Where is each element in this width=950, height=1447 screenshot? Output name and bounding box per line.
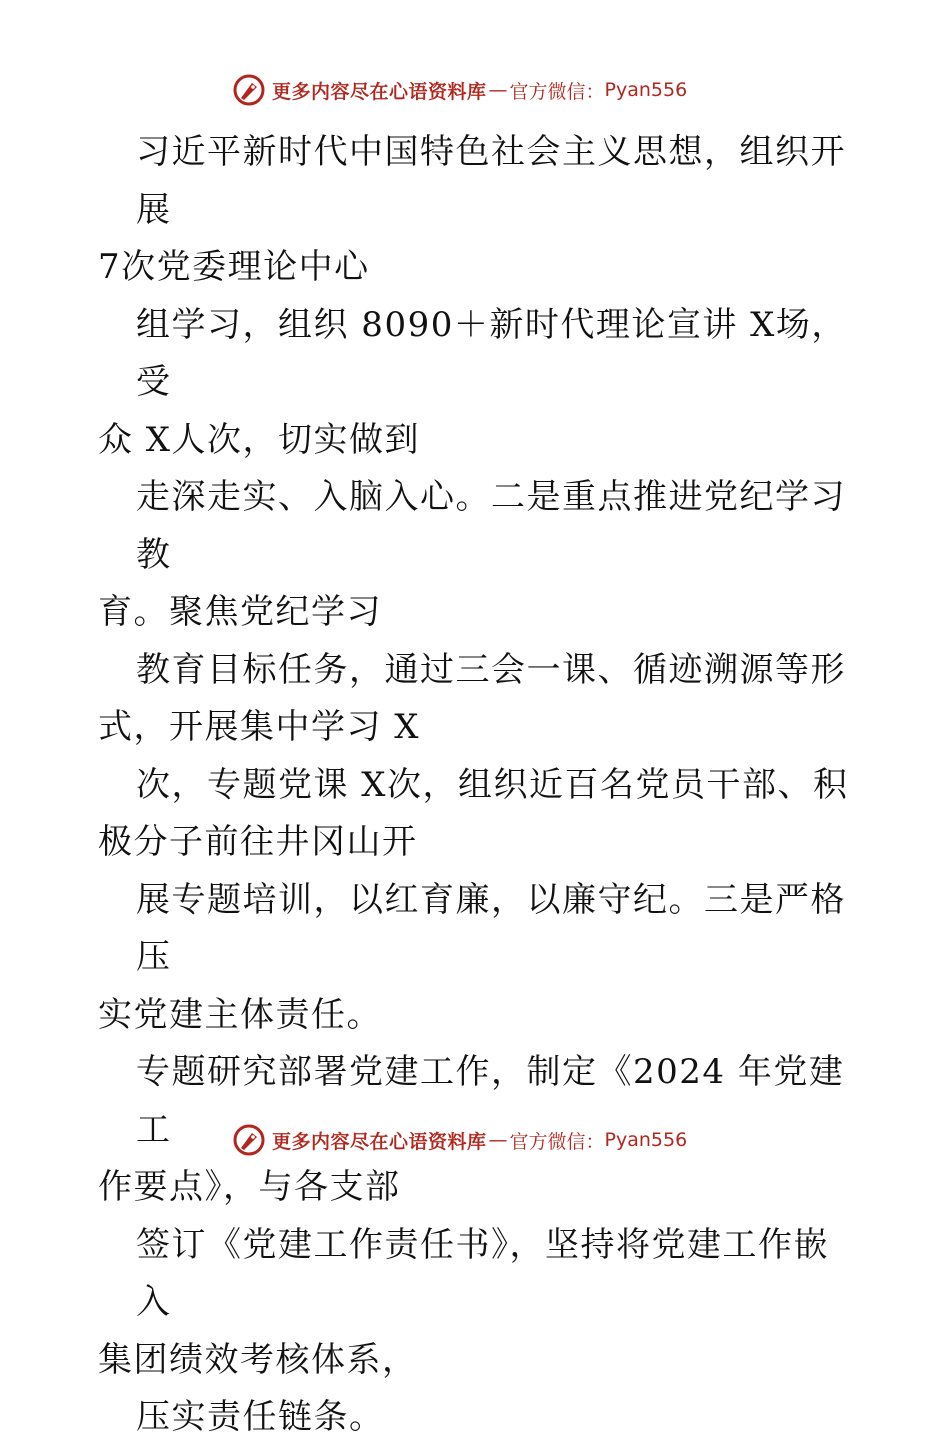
pen-nib-circle-icon (232, 1123, 266, 1157)
paragraph (98, 297, 858, 470)
paragraph (98, 642, 858, 757)
paragraph-continuation: 极分子前往井冈山开 (98, 822, 418, 862)
paragraph-continuation: 7次党委理论中心 (98, 247, 370, 287)
paragraph-first-line: 教育目标任务，通过三会一课、循迹溯源等形 (136, 649, 846, 690)
watermark-label: 官方微信： (509, 80, 605, 103)
paragraph (98, 469, 858, 642)
watermark-wechat-id: Pyan556 (604, 79, 688, 101)
paragraph-first-line: 专题研究部署党建工作，制定《2024 年党建工 (136, 1052, 845, 1150)
paragraph-continuation: 集团绩效考核体系， (98, 1339, 418, 1380)
paragraph-first-line: 走深走实、入脑入心。二是重点推进党纪学习教 (136, 477, 846, 575)
paragraph (98, 757, 858, 872)
paragraph-continuation: 作要点》，与各支部 (98, 1167, 401, 1207)
document-body (98, 124, 858, 1447)
paragraph (98, 872, 858, 1045)
paragraph-continuation: 实党建主体责任。 (98, 994, 382, 1035)
watermark-brand: 更多内容尽在心语资料库 (272, 80, 487, 103)
watermark-footer (232, 1122, 687, 1158)
paragraph-first-line: 习近平新时代中国特色社会主义思想，组织开展 (136, 132, 846, 230)
paragraph (98, 124, 858, 297)
watermark-wechat-id: Pyan556 (604, 1129, 688, 1151)
paragraph (98, 1217, 858, 1390)
paragraph-first-line: 次，专题党课 X次，组织近百名党员干部、积 (136, 764, 849, 805)
watermark-dash: — (488, 79, 508, 101)
paragraph-first-line: 展专题培训，以红育廉，以廉守纪。三是严格压 (136, 879, 846, 977)
paragraph-first-line: 组学习，组织 8090＋新时代理论宣讲 X场，受 (136, 304, 847, 402)
paragraph-first-line: 签订《党建工作责任书》，坚持将党建工作嵌入 (136, 1224, 829, 1322)
watermark-header (232, 72, 687, 108)
watermark-label: 官方微信： (509, 1130, 605, 1153)
paragraph-continuation: 育。聚焦党纪学习 (98, 592, 382, 632)
paragraph-continuation: 式，开展集中学习 X (98, 707, 421, 747)
paragraph-first-line: 压实责任链条。 (136, 1397, 385, 1437)
pen-nib-circle-icon (232, 73, 266, 107)
paragraph (98, 1389, 858, 1447)
watermark-dash: — (488, 1129, 508, 1151)
watermark-brand: 更多内容尽在心语资料库 (272, 1130, 487, 1153)
paragraph-continuation: 众 X人次，切实做到 (98, 419, 421, 460)
